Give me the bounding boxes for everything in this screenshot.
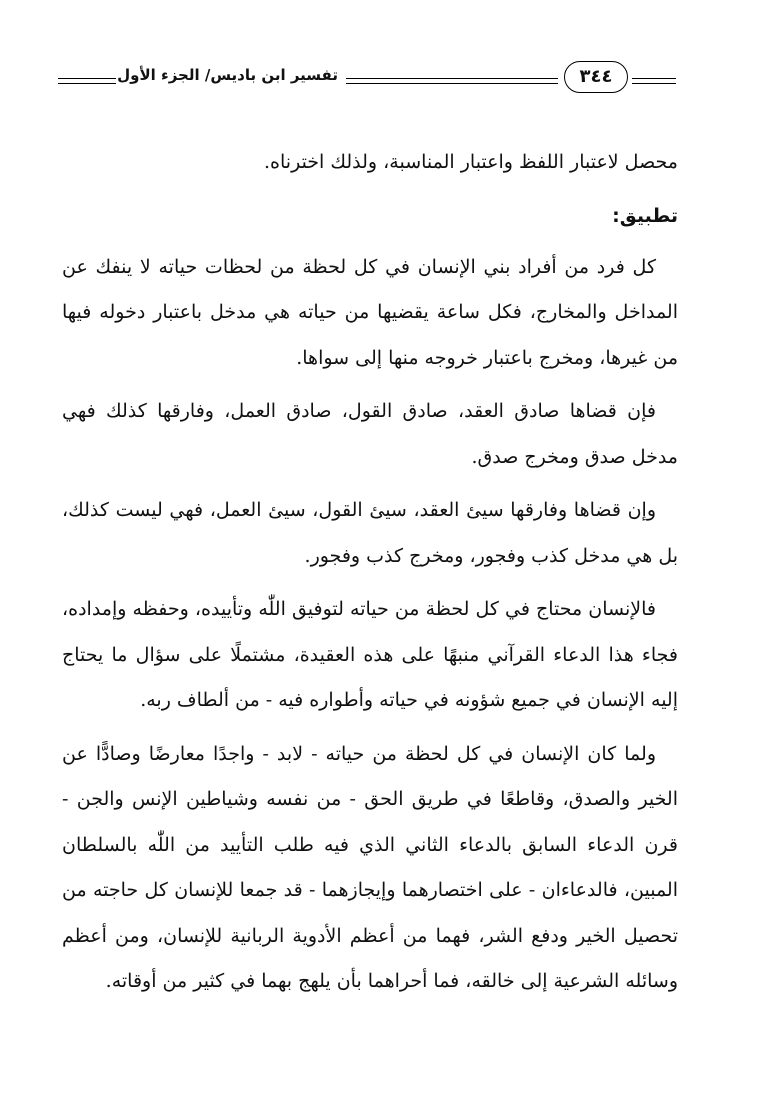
page-number: ٣٤٤ — [564, 61, 628, 93]
header-rule-left — [58, 78, 116, 79]
paragraph: محصل لاعتبار اللفظ واعتبار المناسبة، ولذلك اخترناه. — [264, 151, 678, 173]
page-body — [62, 140, 678, 1013]
paragraph: ولما كان الإنسان في كل لحظة من حياته - لابد - واجدًا معارضًا وصادًّا عن الخير والصدق، وقاطعًا في طريق الحق - من نفسه وشياطين الإنس والجن - قرن الدعاء السابق بالدعاء الثاني الذي فيه طلب التأييد من اللّٰه بالسلطان المبين، فالدعاءان - على اختصارهما وإيجازهما - قد جمعا للإنسان كل حاجته من تحصيل الخير ودفع الشر، فهما من أعظم الأدوية الربانية للإنسان، ومن أعظم وسائله الشرعية إلى خالقه، فما أحراهما بأن يلهج بهما في كثير من أوقاته. — [62, 742, 678, 992]
header-rule-right — [632, 78, 676, 79]
running-title: تفسير ابن باديس/ الجزء الأول — [117, 66, 338, 84]
paragraph: وإن قضاها وفارقها سيئ العقد، سيئ القول، سيئ العمل، فهي ليست كذلك، بل هي مدخل كذب وفجور، ومخرج كذب وفجور. — [62, 499, 678, 567]
header-rule-middle — [346, 78, 558, 79]
paragraph: فإن قضاها صادق العقد، صادق القول، صادق العمل، وفارقها كذلك فهي مدخل صدق ومخرج صدق. — [62, 400, 678, 468]
page-header — [58, 58, 678, 102]
section-heading: تطبيق: — [612, 204, 678, 227]
paragraph: فالإنسان محتاج في كل لحظة من حياته لتوفيق اللّٰه وتأييده، وحفظه وإمداده، فجاء هذا الدعاء القرآني منبهًا على هذه العقيدة، مشتملًا على سؤال ما يحتاج إليه الإنسان في جميع شؤونه في حياته وأطواره فيه - من ألطاف ربه. — [62, 598, 678, 711]
paragraph: كل فرد من أفراد بني الإنسان في كل لحظة من لحظات حياته لا ينفك عن المداخل والمخارج، فكل ساعة يقضيها من حياته هي مدخل باعتبار دخوله فيها من غيرها، ومخرج باعتبار خروجه منها إلى سواها. — [62, 255, 678, 369]
